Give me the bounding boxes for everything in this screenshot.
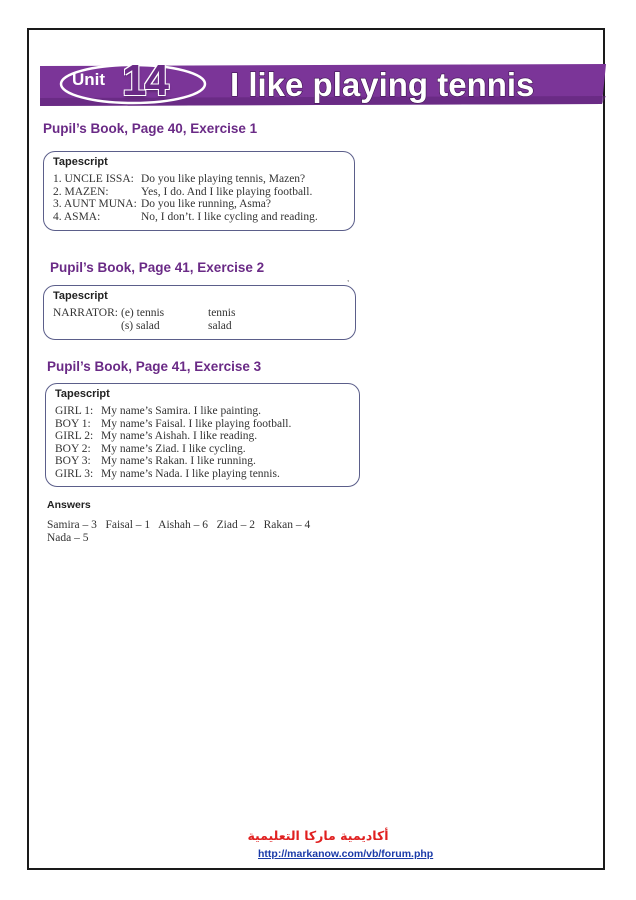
script-line — [55, 468, 350, 481]
tapescript-box-3 — [45, 383, 360, 487]
script-line — [53, 320, 346, 333]
tapescript-title: Tapescript — [55, 388, 110, 400]
line-text: Yes, I do. And I like playing football. — [141, 185, 313, 198]
script-line — [55, 405, 350, 418]
section-heading-3: Pupil’s Book, Page 41, Exercise 3 — [47, 359, 262, 374]
answers-text — [47, 519, 347, 545]
speaker: BOY 2: — [55, 442, 91, 455]
tapescript-title: Tapescript — [53, 156, 108, 168]
speaker: 3. AUNT MUNA: — [53, 198, 137, 211]
speaker: 2. MAZEN: — [53, 185, 109, 198]
section-heading-1: Pupil’s Book, Page 40, Exercise 1 — [43, 121, 258, 136]
speaker: BOY 1: — [55, 417, 91, 430]
script-line — [53, 211, 345, 224]
line-text: Do you like running, Asma? — [141, 198, 271, 211]
line-text: No, I don’t. I like cycling and reading. — [141, 210, 318, 223]
line-text: My name’s Aishah. I like reading. — [101, 430, 258, 443]
page-title: I like playing tennis — [230, 66, 535, 103]
script-line — [55, 455, 350, 468]
unit-label: Unit — [72, 70, 106, 89]
script-line — [53, 186, 345, 199]
speaker: NARRATOR: — [53, 307, 118, 319]
word-cell: (s) salad — [121, 319, 160, 332]
line-text: My name’s Faisal. I like playing football. — [101, 417, 292, 430]
section-heading-2: Pupil’s Book, Page 41, Exercise 2 — [50, 260, 265, 275]
line-text: My name’s Rakan. I like running. — [101, 455, 256, 468]
script-line — [55, 443, 350, 456]
script-line — [55, 418, 350, 431]
speaker: GIRL 3: — [55, 467, 94, 480]
speaker: 1. UNCLE ISSA: — [53, 173, 134, 185]
line-text: My name’s Nada. I like playing tennis. — [101, 467, 280, 480]
speaker: GIRL 1: — [55, 405, 94, 417]
answers-line-1: Samira – 3 Faisal – 1 Aishah – 6 Ziad – 2 Rakan – 4 — [47, 519, 311, 531]
footer-academy-name: أكاديمية ماركا التعليمية — [247, 828, 389, 843]
stray-mark: , — [347, 274, 350, 283]
script-line — [53, 198, 345, 211]
line-text: Do you like playing tennis, Mazen? — [141, 173, 306, 185]
word-cell: tennis — [208, 307, 236, 319]
word-cell: (e) tennis — [121, 307, 165, 319]
speaker: BOY 3: — [55, 455, 91, 468]
script-line — [53, 173, 345, 186]
unit-banner — [40, 56, 606, 106]
tapescript-title: Tapescript — [53, 290, 108, 302]
line-text: My name’s Samira. I like painting. — [101, 405, 262, 417]
script-line — [53, 307, 346, 320]
tapescript-box-1 — [43, 151, 355, 231]
speaker: GIRL 2: — [55, 430, 94, 443]
speaker: 4. ASMA: — [53, 210, 101, 223]
answers-label: Answers — [47, 499, 91, 511]
answers-line-2: Nada – 5 — [47, 532, 89, 544]
tapescript-box-2 — [43, 285, 356, 340]
line-text: My name’s Ziad. I like cycling. — [101, 442, 246, 455]
unit-number: 14 — [122, 56, 167, 105]
script-line — [55, 430, 350, 443]
word-cell: salad — [208, 319, 232, 332]
footer-forum-link[interactable]: http://markanow.com/vb/forum.php — [258, 848, 434, 860]
speaker — [53, 320, 121, 333]
